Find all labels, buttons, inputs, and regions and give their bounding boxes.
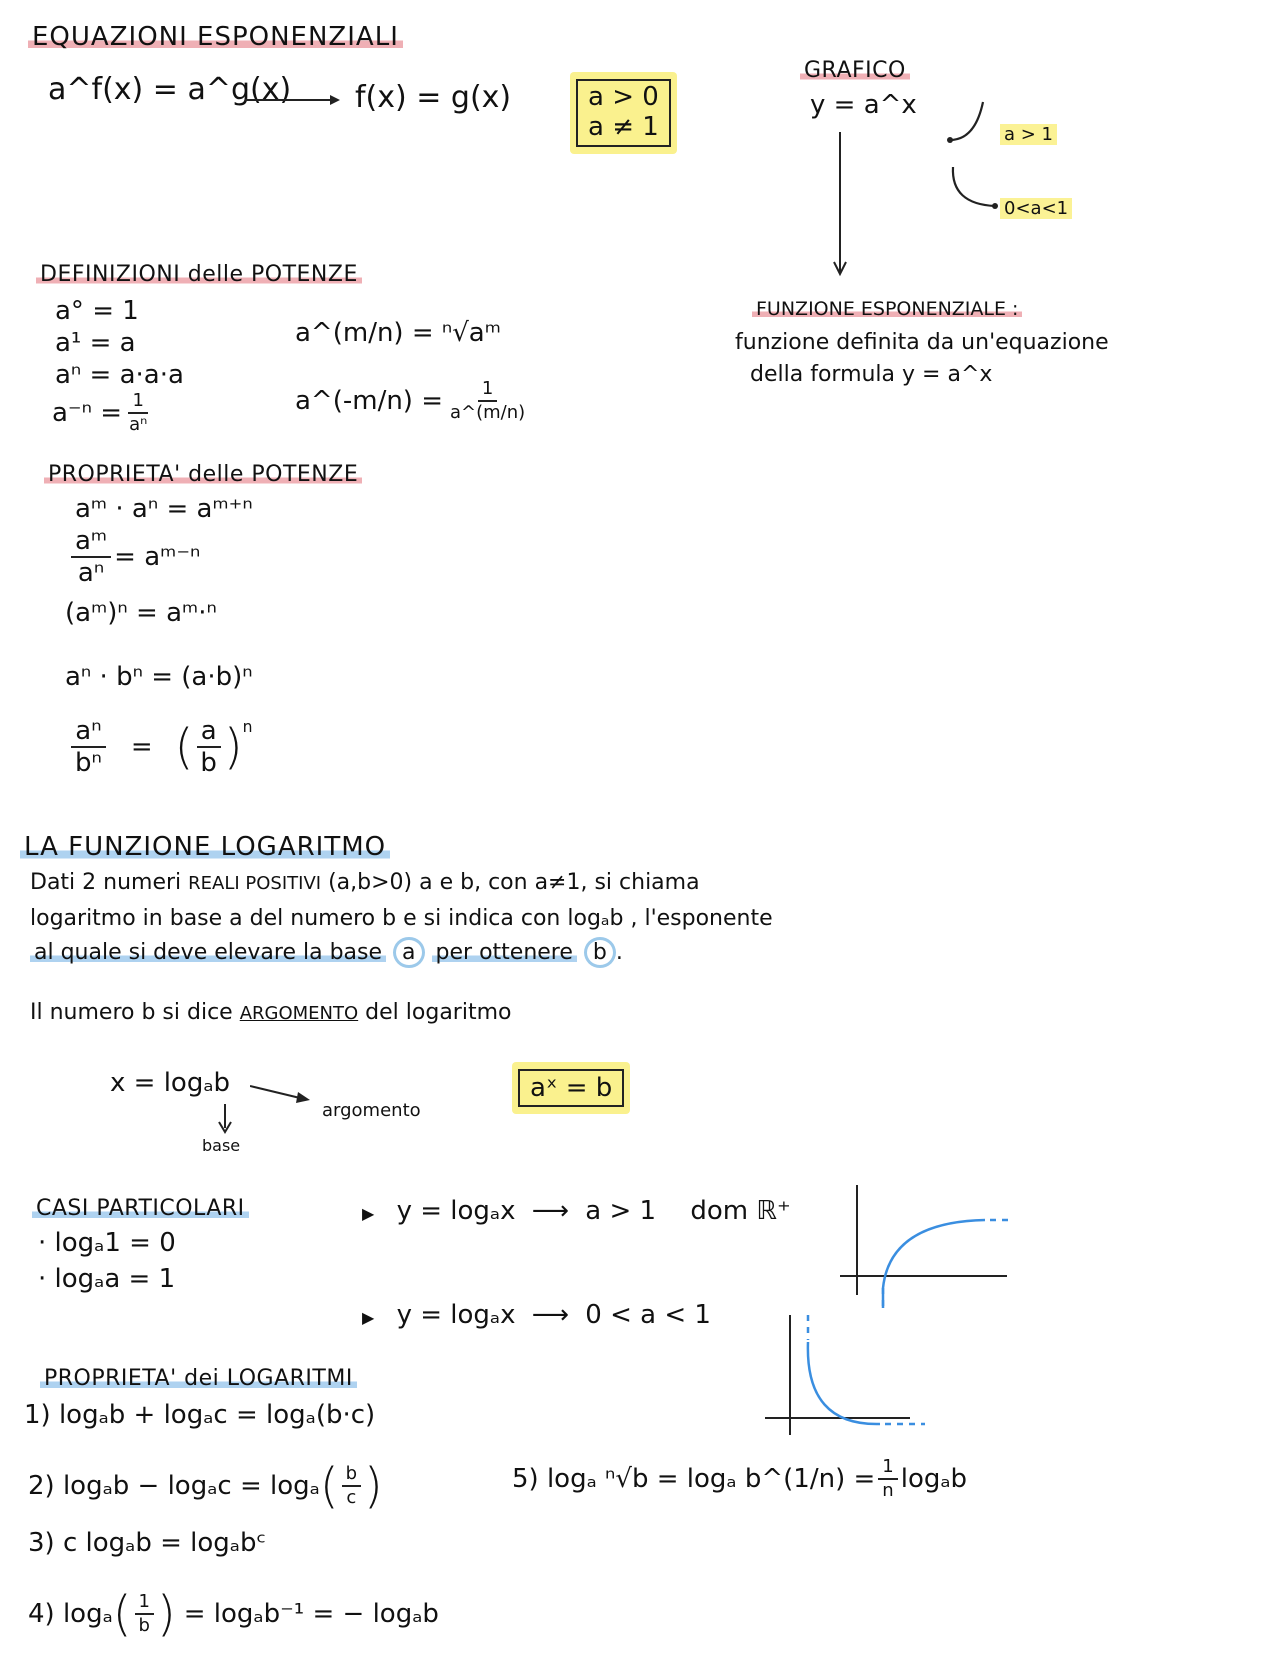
definition-6: a^(-m/n) = $\frac{1}{a\^{}(m/n)}$ [295, 378, 526, 423]
log-property-5: 5) logₐ ⁿ√b = logₐ b^(1/n) = $\frac{1}{n}$ logₐb [512, 1456, 968, 1501]
base-arrow-icon [216, 1104, 234, 1134]
exp-title: EQUAZIONI ESPONENZIALI [28, 22, 403, 52]
graph-formula: y = a^x [810, 90, 917, 120]
log-title: LA FUNZIONE LOGARITMO [20, 832, 390, 862]
exp-cond-2: a ≠ 1 [588, 111, 659, 142]
exp-curve-decreasing-icon [945, 162, 1005, 222]
log-def-line-1: Dati 2 numeri REALI POSITIVI (a,b>0) a e b, con a≠1, si chiama [30, 870, 700, 895]
argument-label: argomento [322, 1100, 421, 1121]
property-3: (aᵐ)ⁿ = aᵐ·ⁿ [65, 598, 217, 628]
exp-cond-1: a > 0 [588, 82, 659, 112]
exp-equation-rhs: f(x) = g(x) [355, 80, 512, 115]
graph-case-1: a > 1 [1000, 124, 1057, 145]
down-arrow-icon [830, 132, 850, 282]
log-x-equation: x = logₐb [110, 1068, 231, 1098]
log-curve-1-row: ▶ y = logₐx ⟶ a > 1 dom ℝ⁺ [362, 1196, 791, 1226]
property-1: aᵐ · aⁿ = aᵐ⁺ⁿ [75, 494, 253, 524]
log-property-2: 2) logₐb − logₐc = logₐ ( $\frac{b}{c}$ ) [28, 1458, 383, 1514]
property-5: $\frac{\text{aⁿ}}{\text{bⁿ}}$ = ( $\frac{a}{b}$ ) $^n$ [68, 718, 253, 776]
log-def-line-2: logaritmo in base a del numero b e si indica con logₐb , l'esponente [30, 906, 773, 931]
exp-curve-increasing-icon [945, 92, 1005, 152]
properties-title: PROPRIETA' delle POTENZE [44, 462, 362, 487]
definition-1: a° = 1 [55, 296, 139, 326]
log-curve-2-row: ▶ y = logₐx ⟶ 0 < a < 1 [362, 1300, 711, 1330]
exp-condition-box [570, 72, 677, 154]
logprops-title: PROPRIETA' dei LOGARITMI [40, 1366, 357, 1391]
log-argument-line: Il numero b si dice ARGOMENTO del logaritmo [30, 1000, 512, 1025]
log-graph-decreasing [760, 1310, 940, 1440]
graph-title: GRAFICO [800, 58, 910, 83]
special-case-1: · logₐ1 = 0 [38, 1228, 176, 1258]
exp-equation-lhs: a^f(x) = a^g(x) [48, 72, 292, 107]
log-def-line-3: al quale si deve elevare la base a per ottenere b . [30, 940, 623, 965]
property-4: aⁿ · bⁿ = (a·b)ⁿ [65, 662, 253, 692]
log-property-4: 4) logₐ ( $\frac{1}{b}$ ) = logₐb⁻¹ = − logₐb [28, 1586, 439, 1642]
log-graph-increasing [835, 1180, 1015, 1320]
exp-arrow-icon [245, 92, 340, 108]
fn-exp-def-2: della formula y = a^x [750, 362, 993, 387]
log-property-1: 1) logₐb + logₐc = logₐ(b·c) [24, 1400, 376, 1430]
base-label: base [202, 1136, 241, 1155]
log-property-3: 3) c logₐb = logₐbᶜ [28, 1528, 267, 1558]
definitions-title: DEFINIZIONI delle POTENZE [36, 262, 362, 287]
definition-2: a¹ = a [55, 328, 136, 358]
definition-3: aⁿ = a·a·a [55, 360, 184, 390]
fn-exp-title: FUNZIONE ESPONENZIALE : [752, 298, 1022, 320]
property-2: $\frac{\text{aᵐ}}{\text{aⁿ}}$ = aᵐ⁻ⁿ [68, 528, 200, 586]
fn-exp-def-1: funzione definita da un'equazione [735, 330, 1109, 355]
graph-case-2: 0<a<1 [1000, 198, 1072, 219]
definition-5: a^(m/n) = ⁿ√aᵐ [295, 318, 501, 348]
argument-arrow-icon [250, 1082, 310, 1106]
special-title: CASI PARTICOLARI [32, 1196, 249, 1221]
definition-4: a⁻ⁿ = $\frac{1}{\text{aⁿ}}$ [52, 390, 148, 435]
special-case-2: · logₐa = 1 [38, 1264, 176, 1294]
log-box: aˣ = b [512, 1062, 630, 1114]
